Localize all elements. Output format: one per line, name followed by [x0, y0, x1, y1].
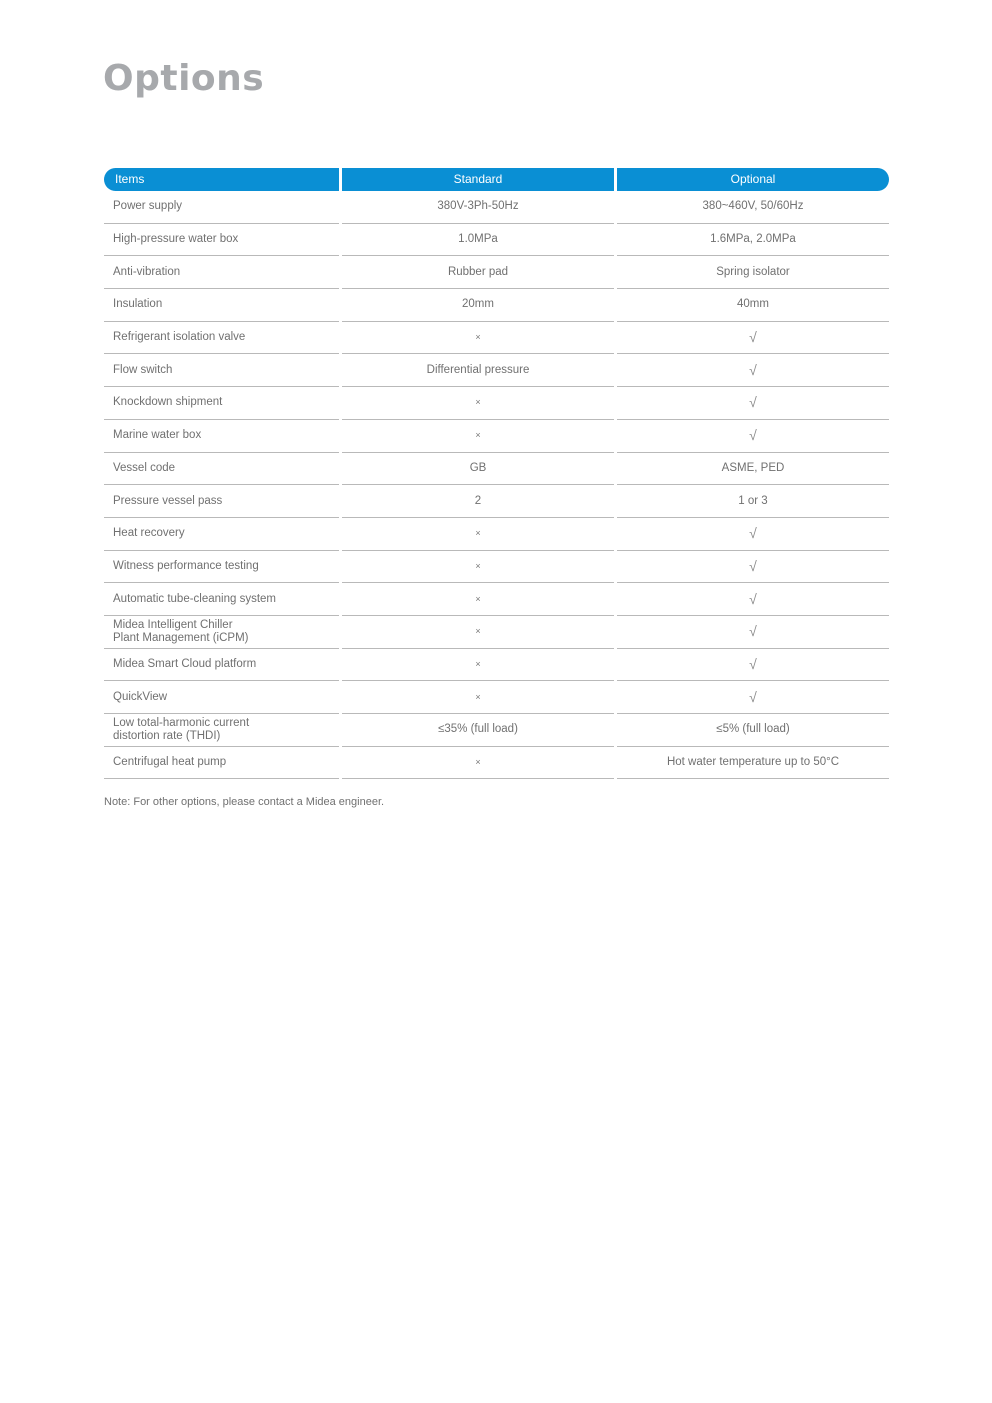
check-icon: √	[749, 557, 757, 574]
standard-cell-text: 2	[474, 494, 482, 507]
cross-icon: ×	[475, 626, 481, 637]
item-cell	[104, 322, 339, 355]
optional-cell	[617, 387, 889, 420]
standard-cell	[342, 518, 614, 551]
table-body	[104, 191, 889, 779]
check-icon: √	[749, 427, 757, 444]
optional-cell	[617, 453, 889, 486]
item-cell-text: Automatic tube-cleaning system	[113, 592, 276, 605]
check-icon: √	[749, 394, 757, 411]
item-cell-text: Knockdown shipment	[113, 396, 223, 409]
standard-cell	[342, 747, 614, 780]
item-cell-text: Power supply	[113, 200, 183, 213]
optional-cell	[617, 714, 889, 747]
table-row	[104, 649, 889, 682]
item-cell	[104, 649, 339, 682]
item-cell-text: Vessel code	[113, 461, 176, 474]
check-icon: √	[749, 361, 757, 378]
standard-cell	[342, 681, 614, 714]
item-cell-text: Low total-harmonic current distortion rate (THDI)	[113, 716, 250, 742]
standard-cell-text: 20mm	[462, 298, 494, 311]
table-row	[104, 191, 889, 224]
check-icon: √	[749, 329, 757, 346]
cross-icon: ×	[475, 430, 481, 441]
item-cell	[104, 191, 339, 224]
standard-cell	[342, 224, 614, 257]
options-table	[104, 168, 889, 779]
item-cell	[104, 453, 339, 486]
standard-cell	[342, 583, 614, 616]
optional-cell-text: Spring isolator	[716, 265, 790, 278]
footnote: Note: For other options, please contact a Midea engineer.	[104, 796, 385, 808]
standard-cell-text: ≤35% (full load)	[438, 723, 518, 736]
optional-cell	[617, 583, 889, 616]
optional-cell	[617, 649, 889, 682]
standard-cell-text: Rubber pad	[447, 265, 509, 278]
cross-icon: ×	[475, 658, 481, 669]
check-icon: √	[749, 655, 757, 672]
item-cell	[104, 747, 339, 780]
item-cell-text: Midea Smart Cloud platform	[113, 657, 257, 670]
optional-cell-text: 40mm	[737, 298, 769, 311]
header-optional: Optional	[617, 168, 889, 191]
optional-cell-text: 1 or 3	[738, 494, 768, 507]
item-cell	[104, 583, 339, 616]
standard-cell	[342, 551, 614, 584]
item-cell-text: Midea Intelligent Chiller Plant Management (iCPM)	[113, 618, 249, 644]
item-cell	[104, 616, 339, 649]
table-row	[104, 714, 889, 747]
standard-cell	[342, 322, 614, 355]
optional-cell	[617, 485, 889, 518]
item-cell	[104, 387, 339, 420]
table-row	[104, 322, 889, 355]
item-cell-text: Marine water box	[113, 429, 202, 442]
item-cell-text: QuickView	[113, 690, 168, 703]
optional-cell-text: ASME, PED	[721, 461, 785, 474]
table-row	[104, 289, 889, 322]
optional-cell	[617, 747, 889, 780]
page-title: Options	[103, 58, 265, 99]
check-icon: √	[749, 623, 757, 640]
item-cell-text: Refrigerant isolation valve	[113, 331, 246, 344]
check-icon: √	[749, 525, 757, 542]
cross-icon: ×	[475, 397, 481, 408]
item-cell-text: High-pressure water box	[113, 233, 239, 246]
optional-cell	[617, 420, 889, 453]
table-row	[104, 420, 889, 453]
item-cell-text: Centrifugal heat pump	[113, 756, 227, 769]
optional-cell	[617, 224, 889, 257]
optional-cell-text: ≤5% (full load)	[716, 723, 790, 736]
optional-cell	[617, 518, 889, 551]
table-row	[104, 224, 889, 257]
check-icon: √	[749, 688, 757, 705]
item-cell	[104, 354, 339, 387]
item-cell-text: Anti-vibration	[113, 265, 181, 278]
standard-cell	[342, 649, 614, 682]
standard-cell	[342, 387, 614, 420]
standard-cell	[342, 420, 614, 453]
table-row	[104, 681, 889, 714]
cross-icon: ×	[475, 691, 481, 702]
optional-cell-text: 1.6MPa, 2.0MPa	[710, 233, 796, 246]
cross-icon: ×	[475, 593, 481, 604]
table-row	[104, 453, 889, 486]
table-row	[104, 354, 889, 387]
optional-cell-text: Hot water temperature up to 50°C	[666, 756, 840, 769]
standard-cell-text: Differential pressure	[426, 363, 530, 376]
item-cell	[104, 224, 339, 257]
optional-cell	[617, 616, 889, 649]
standard-cell	[342, 191, 614, 224]
table-row	[104, 387, 889, 420]
table-header-row	[104, 168, 889, 191]
header-items: Items	[104, 168, 339, 191]
standard-cell	[342, 354, 614, 387]
table-row	[104, 551, 889, 584]
standard-cell	[342, 256, 614, 289]
optional-cell	[617, 322, 889, 355]
optional-cell	[617, 551, 889, 584]
item-cell	[104, 714, 339, 747]
item-cell	[104, 681, 339, 714]
standard-cell-text: 380V-3Ph-50Hz	[437, 200, 519, 213]
optional-cell	[617, 354, 889, 387]
optional-cell	[617, 256, 889, 289]
item-cell-text: Insulation	[113, 298, 163, 311]
table-row	[104, 518, 889, 551]
item-cell	[104, 420, 339, 453]
item-cell	[104, 551, 339, 584]
optional-cell-text: 380~460V, 50/60Hz	[702, 200, 804, 213]
standard-cell	[342, 485, 614, 518]
standard-cell-text: GB	[469, 461, 487, 474]
item-cell-text: Flow switch	[113, 363, 173, 376]
check-icon: √	[749, 590, 757, 607]
table-row	[104, 485, 889, 518]
cross-icon: ×	[475, 560, 481, 571]
cross-icon: ×	[475, 757, 481, 768]
standard-cell	[342, 453, 614, 486]
cross-icon: ×	[475, 528, 481, 539]
item-cell	[104, 289, 339, 322]
standard-cell-text: 1.0MPa	[458, 233, 498, 246]
table-row	[104, 747, 889, 780]
standard-cell	[342, 289, 614, 322]
item-cell	[104, 256, 339, 289]
table-row	[104, 616, 889, 649]
optional-cell	[617, 289, 889, 322]
header-standard: Standard	[342, 168, 614, 191]
standard-cell	[342, 616, 614, 649]
item-cell	[104, 485, 339, 518]
item-cell	[104, 518, 339, 551]
optional-cell	[617, 191, 889, 224]
item-cell-text: Heat recovery	[113, 527, 185, 540]
item-cell-text: Witness performance testing	[113, 559, 259, 572]
table-row	[104, 583, 889, 616]
optional-cell	[617, 681, 889, 714]
table-row	[104, 256, 889, 289]
cross-icon: ×	[475, 332, 481, 343]
item-cell-text: Pressure vessel pass	[113, 494, 223, 507]
standard-cell	[342, 714, 614, 747]
